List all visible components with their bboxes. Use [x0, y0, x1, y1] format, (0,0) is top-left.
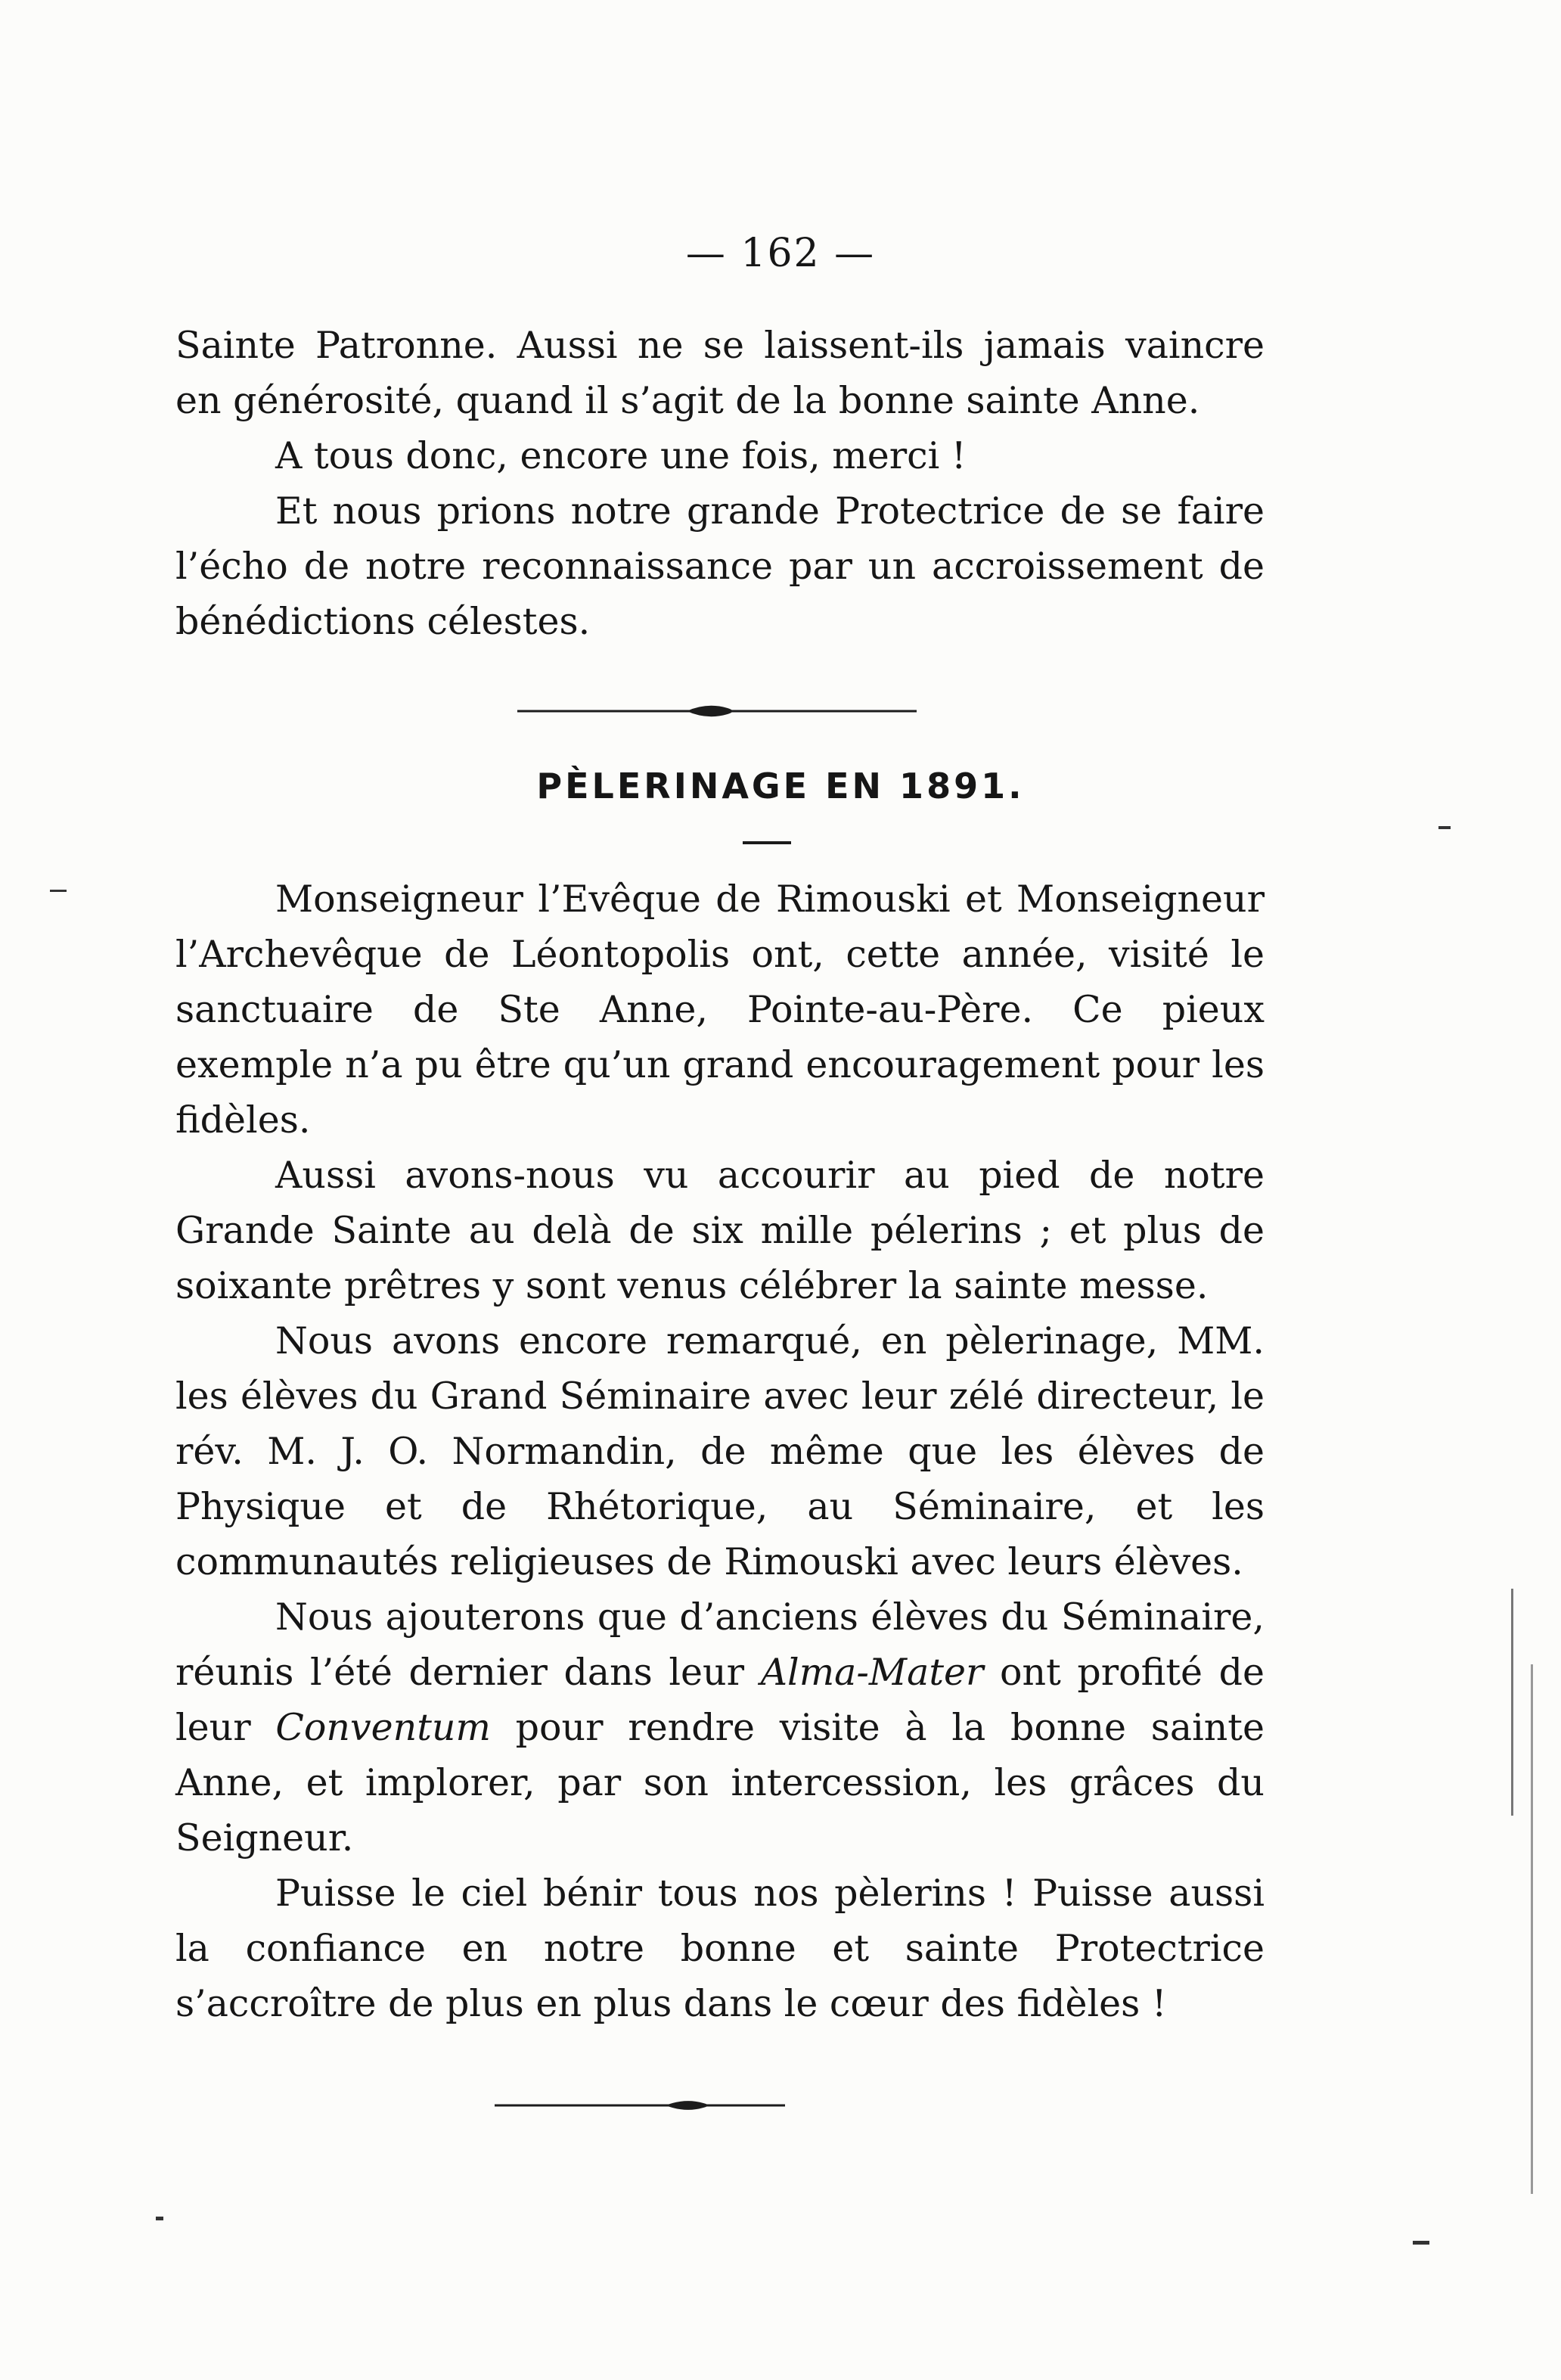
paragraph-blessing: Puisse le ciel bénir tous nos pèlerins ! Puisse aussi la confiance en notre bonne et sainte Protectrice s’accroître de plus en plus dans le cœur des fidèles ! — [175, 1872, 1265, 2025]
scan-mark — [1511, 1589, 1513, 1816]
pilgrimage-text-block — [175, 872, 1265, 2031]
scan-mark — [1531, 1664, 1533, 2194]
paragraph-prayer: Et nous prions notre grande Protectrice de se faire l’écho de notre reconnaissance par un accroissement de bénédictions célestes. — [175, 489, 1265, 643]
paragraph-seminary: Nous avons encore remarqué, en pèlerinage, MM. les élèves du Grand Séminaire avec leur zélé directeur, le rév. M. J. O. Normandin, de même que les élèves de Physique et de Rhétorique, au Séminaire, et les communautés religieuses de Rimouski avec leurs élèves. — [175, 1319, 1265, 1583]
paragraph-alumni — [175, 1589, 1265, 1866]
page-number: — 162 — — [685, 231, 876, 276]
paragraph-thanks: A tous donc, encore une fois, merci ! — [275, 434, 967, 477]
scan-mark — [1438, 826, 1451, 829]
section-title: PÈLERINAGE EN 1891. — [536, 766, 1025, 806]
paragraph-continuation: Sainte Patronne. Aussi ne se laissent-ils jamais vaincre en générosité, quand il s’agit de la bonne sainte Anne. — [175, 324, 1265, 422]
paragraph-bishops: Monseigneur l’Evêque de Rimouski et Monseigneur l’Archevêque de Léontopolis ont, cette année, visité le sanctuaire de Ste Anne, Pointe-au-Père. Ce pieux exemple n’a pu être qu’un grand encouragement pour les fidèles. — [175, 878, 1265, 1142]
alumni-text-c: pour rendre visite à la bonne sainte Anne, et implorer, par son intercession, les grâces du Seigneur. — [175, 1706, 1265, 1860]
alumni-text-b: ont profité de leur — [175, 1651, 1265, 1749]
ornamental-divider-bottom — [0, 2094, 1561, 2117]
ornamental-divider-top — [0, 698, 1561, 725]
top-text-block — [175, 318, 1265, 649]
conventum-italic: Conventum — [275, 1706, 491, 1749]
paragraph-pilgrims: Aussi avons-nous vu accourir au pied de notre Grande Sainte au delà de six mille pélerins ; et plus de soixante prêtres y sont venus célébrer la sainte messe. — [175, 1154, 1265, 1307]
title-underline-rule — [743, 841, 791, 844]
scan-mark — [156, 2217, 163, 2220]
alma-mater-italic: Alma-Mater — [760, 1651, 984, 1694]
scan-mark — [1413, 2241, 1429, 2245]
scan-mark — [50, 890, 67, 892]
alumni-text-a: Nous ajouterons que d’anciens élèves du Séminaire, réunis l’été dernier dans leur — [175, 1595, 1265, 1694]
